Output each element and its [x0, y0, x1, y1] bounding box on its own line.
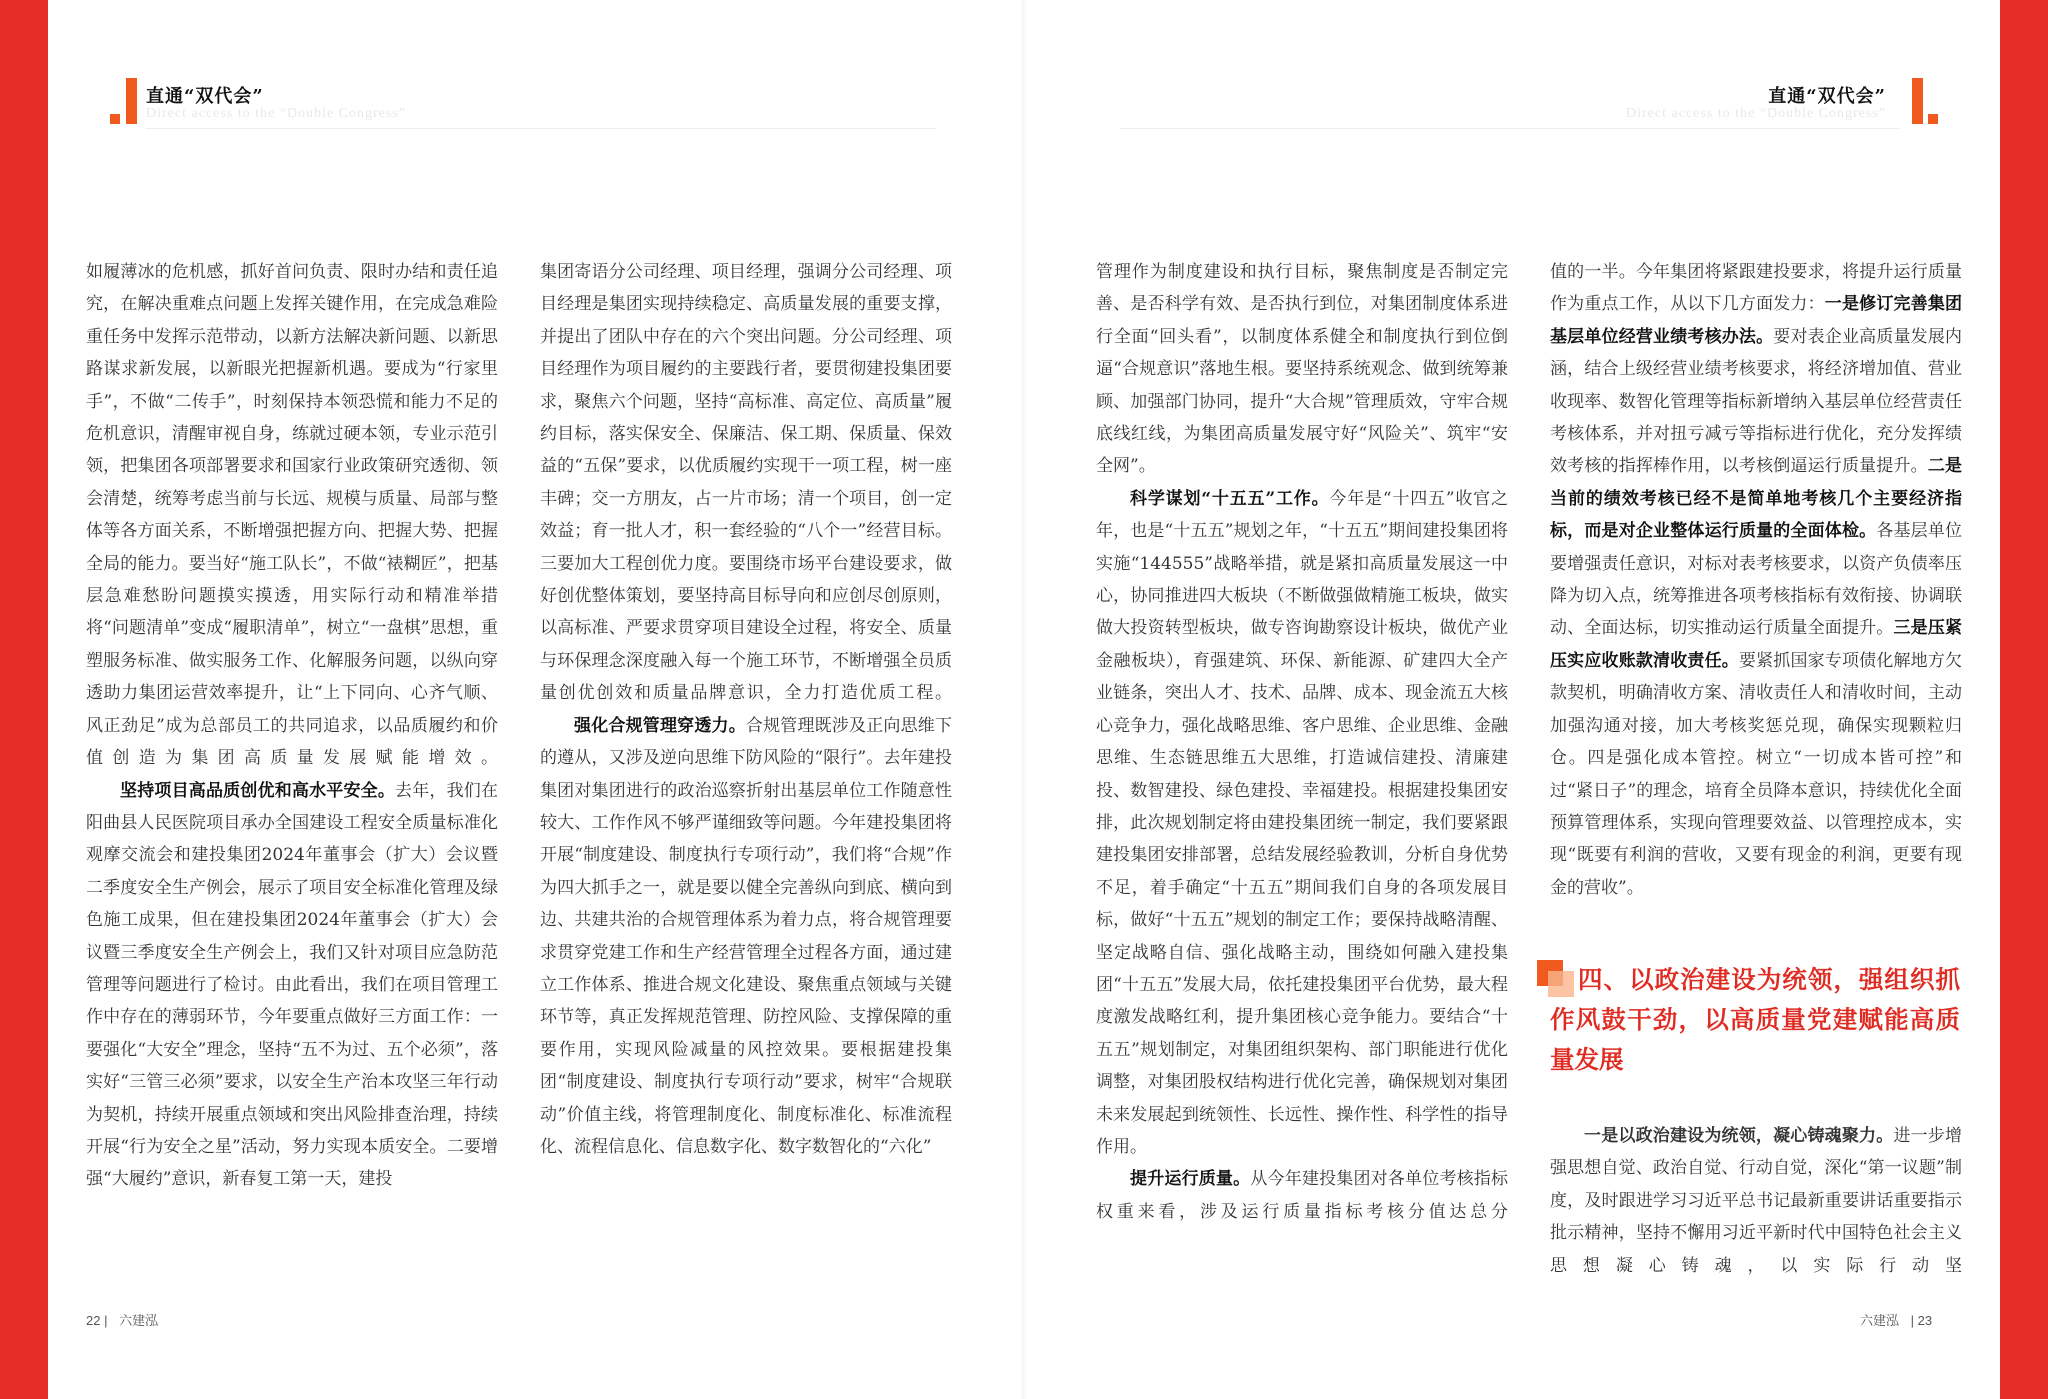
right-page-header [1120, 76, 1946, 136]
right-red-edge [2000, 0, 2048, 1399]
paragraph [540, 710, 952, 1164]
paragraph-heading: 二是当前的绩效考核已经不是简单地考核几个主要经济指标，而是对企业整体运行质量的全面体检。 [1550, 456, 1963, 542]
header-orange-bar [1912, 78, 1923, 124]
left-red-edge [0, 0, 48, 1399]
section-title: 四、以政治建设为统领，强组织抓作风鼓干劲，以高质量党建赋能高质量发展 [1550, 965, 1960, 1074]
article-column-1 [86, 256, 498, 1196]
paragraph-text: 从今年建投集团对各单位考核指标权重来看，涉及运行质量指标考核分值达总分 [1096, 1169, 1509, 1222]
paragraph-heading: 一是修订完善集团基层单位经营业绩考核办法。 [1550, 294, 1963, 347]
header-title: 直通“双代会” [146, 86, 264, 107]
page-number: 23 [1917, 1313, 1933, 1328]
section-heading [1536, 960, 1966, 1090]
page-number: 22 [86, 1313, 101, 1328]
article-column-4-continued [1550, 1120, 1962, 1282]
header-rule [146, 128, 936, 129]
page-fold [1022, 0, 1028, 1399]
paragraph-heading: 提升运行质量。 [1130, 1169, 1251, 1190]
paragraph [1096, 483, 1508, 1164]
header-orange-square [110, 114, 120, 124]
paragraph-heading: 三是压紧压实应收账款清收责任。 [1550, 618, 1963, 671]
right-page-footer [1860, 1310, 1932, 1329]
left-page-header [108, 76, 928, 136]
article-column-4 [1550, 256, 1962, 904]
paragraph: 集团寄语分公司经理、项目经理，强调分公司经理、项目经理是集团实现持续稳定、高质量发展的重要支撑，并提出了团队中存在的六个突出问题。分公司经理、项目经理作为项目履约的主要践行者，要贯彻建投集团要求，聚焦六个问题，坚持“高标准、高定位、高质量”履约目标，落实保安全、保廉洁、保工期、保质量、保效益的“五保”要求，以优质履约实现干一项工程，树一座丰碑；交一方朋友，占一片市场；清一个项目，创一定效益；育一批人才，积一套经验的“八个一”经营目标。三要加大工程创优力度。要围绕市场平台建设要求，做好创优整体策划，要坚持高目标导向和应创尽创原则，以高标准、严要求贯穿项目建设全过程，将安全、质量与环保理念深度融入每一个施工环节，不断增强全员质量创优创效和质量品牌意识，全力打造优质工程。 [540, 262, 952, 704]
header-title: 直通“双代会” [1768, 86, 1886, 107]
paragraph-text: 进一步增强思想自觉、政治自觉、行动自觉，深化“第一议题”制度，及时跟进学习习近平总书记最新重要讲话重要指示批示精神，坚持不懈用习近平新时代中国特色社会主义思想凝心铸魂，以实际行动坚 [1550, 1126, 1963, 1276]
paragraph [1550, 256, 1962, 904]
paragraph-heading: 科学谋划“十五五”工作。 [1130, 488, 1330, 509]
header-rule [1120, 128, 1900, 129]
paragraph-text: 今年是“十四五”收官之年，也是“十五五”规划之年，“十五五”期间建投集团将实施“144555”战略举措，就是紧扣高质量发展这一中心，协同推进四大板块（不断做强做精施工板块，做实做大投资转型板块，做专咨询勘察设计板块，做优产业金融板块），育强建筑、环保、新能源、矿建四大全产业链条，突出人才、技术、品牌、成本、现金流五大核心竞争力，强化战略思维、客户思维、企业思维、金融思维、生态链思维五大思维，打造诚信建投、清廉建投、数智建投、绿色建投、幸福建投。根据建投集团安排，此次规划制定将由建投集团统一制定，我们要紧跟建投集团安排部署，总结发展经验教训，分析自身优势不足，着手确定“十五五”期间我们自身的各项发展目标，做好“十五五”规划的制定工作；要保持战略清醒、坚定战略自信、强化战略主动，围绕如何融入建投集团“十五五”发展大局，依托建投集团平台优势，最大程度激发战略红利，提升集团核心竞争能力。要结合“十五五”规划制定，对集团组织架构、部门职能进行优化调整，对集团股权结构进行优化完善，确保规划对集团未来发展起到统领性、长远性、操作性、科学性的指导作用。 [1096, 488, 1508, 1157]
header-orange-square [1928, 114, 1938, 124]
paragraph-text: 要对表企业高质量发展内涵，结合上级经营业绩考核要求，将经济增加值、营业收现率、数智化管理等指标新增纳入基层单位经营责任考核体系，并对扭亏减亏等指标进行优化，充分发挥绩效考核的指挥棒作用，以考核倒逼运行质量提升。 [1550, 326, 1963, 477]
paragraph-text: 要紧抓国家专项债化解地方欠款契机，明确清收方案、清收责任人和清收时间，主动加强沟通对接，加大考核奖惩兑现，确保实现颗粒归仓。四是强化成本管控。树立“一切成本皆可控”和过“紧日子”的理念，培育全员降本意识，持续优化全面预算管理体系，实现向管理要效益、以管理控成本，实现“既要有利润的营收，又要有现金的利润，更要有现金的营收”。 [1550, 650, 1963, 898]
paragraph [1096, 1163, 1508, 1228]
left-page-footer [86, 1310, 158, 1329]
footer-separator: | [1910, 1313, 1918, 1328]
paragraph [86, 775, 498, 1196]
article-column-3 [1096, 256, 1508, 1228]
paragraph-text: 各基层单位要增强责任意识，对标对表考核要求，以资产负债率压降为切入点，统筹推进各项考核指标有效衔接、协调联动、全面达标，切实推动运行质量全面提升。 [1550, 521, 1963, 639]
magazine-name: 六建泓 [119, 1313, 159, 1328]
paragraph [1550, 1120, 1962, 1282]
paragraph: 管理作为制度建设和执行目标，聚焦制度是否制定完善、是否科学有效、是否执行到位，对集团制度体系进行全面“回头看”，以制度体系健全和制度执行到位倒逼“合规意识”落地生根。要坚持系统观念、做到统筹兼顾、加强部门协同，提升“大合规”管理质效，守牢合规底线红线，为集团高质量发展守好“风险关”、筑牢“安全网”。 [1096, 262, 1508, 477]
paragraph-text: 去年，我们在阳曲县人民医院项目承办全国建设工程安全质量标准化观摩交流会和建投集团2024年董事会（扩大）会议暨二季度安全生产例会，展示了项目安全标准化管理及绿色施工成果，但在建投集团2024年董事会（扩大）会议暨三季度安全生产例会上，我们又针对项目应急防范管理等问题进行了检讨。由此看出，我们在项目管理工作中存在的薄弱环节，今年要重点做好三方面工作：一要强化“大安全”理念，坚持“五不为过、五个必须”，落实好“三管三必须”要求，以安全生产治本攻坚三年行动为契机，持续开展重点领域和突出风险排查治理，持续开展“行为安全之星”活动，努力实现本质安全。二要增强“大履约”意识，新春复工第一天，建投 [86, 780, 498, 1190]
paragraph-heading: 坚持项目高品质创优和高水平安全。 [120, 780, 396, 801]
article-column-2 [540, 256, 952, 1163]
paragraph-text: 合规管理既涉及正向思维下的遵从，又涉及逆向思维下防风险的“限行”。去年建投集团对集团进行的政治巡察折射出基层单位工作随意性较大、工作作风不够严谨细致等问题。今年建投集团将开展“制度建设、制度执行专项行动”，我们将“合规”作为四大抓手之一，就是要以健全完善纵向到底、横向到边、共建共治的合规管理体系为着力点，将合规管理要求贯穿党建工作和生产经营管理全过程各方面，通过建立工作体系、推进合规文化建设、聚焦重点领域与关键环节等，真正发挥规范管理、防控风险、支撑保障的重要作用，实现风险减量的风控效果。要根据建投集团“制度建设、制度执行专项行动”要求，树牢“合规联动”价值主线，将管理制度化、制度标准化、标准流程化、流程信息化、信息数字化、数字数智化的“六化” [540, 715, 953, 1157]
header-subtitle: Direct access to the “Double Congress” [1626, 106, 1886, 121]
magazine-name: 六建泓 [1860, 1313, 1900, 1328]
footer-separator: | [104, 1313, 112, 1328]
paragraph-heading: 一是以政治建设为统领，凝心铸魂聚力。 [1584, 1126, 1894, 1146]
paragraph: 如履薄冰的危机感，抓好首问负责、限时办结和责任追究，在解决重难点问题上发挥关键作用，在完成急难险重任务中发挥示范带动，以新方法解决新问题、以新思路谋求新发展，以新眼光把握新机遇。要成为“行家里手”，不做“二传手”，时刻保持本领恐慌和能力不足的危机意识，清醒审视自身，练就过硬本领，专业示范引领，把集团各项部署要求和国家行业政策研究透彻、领会清楚，统筹考虑当前与长远、规模与质量、局部与整体等各方面关系，不断增强把握方向、把握大势、把握全局的能力。要当好“施工队长”，不做“裱糊匠”，把基层急难愁盼问题摸实摸透，用实际行动和精准举措将“问题清单”变成“履职清单”，树立“一盘棋”思想，重塑服务标准、做实服务工作、化解服务问题，以纵向穿透助力集团运营效率提升，让“上下同向、心齐气顺、风正劲足”成为总部员工的共同追求，以品质履约和价值创造为集团高质量发展赋能增效。 [86, 262, 498, 769]
header-subtitle: Direct access to the “Double Congress” [146, 106, 406, 121]
header-orange-bar [126, 78, 137, 124]
paragraph-text: 值的一半。今年集团将紧跟建投要求，将提升运行质量作为重点工作，从以下几方面发力： [1550, 262, 1962, 315]
paragraph-heading: 强化合规管理穿透力。 [574, 715, 746, 736]
